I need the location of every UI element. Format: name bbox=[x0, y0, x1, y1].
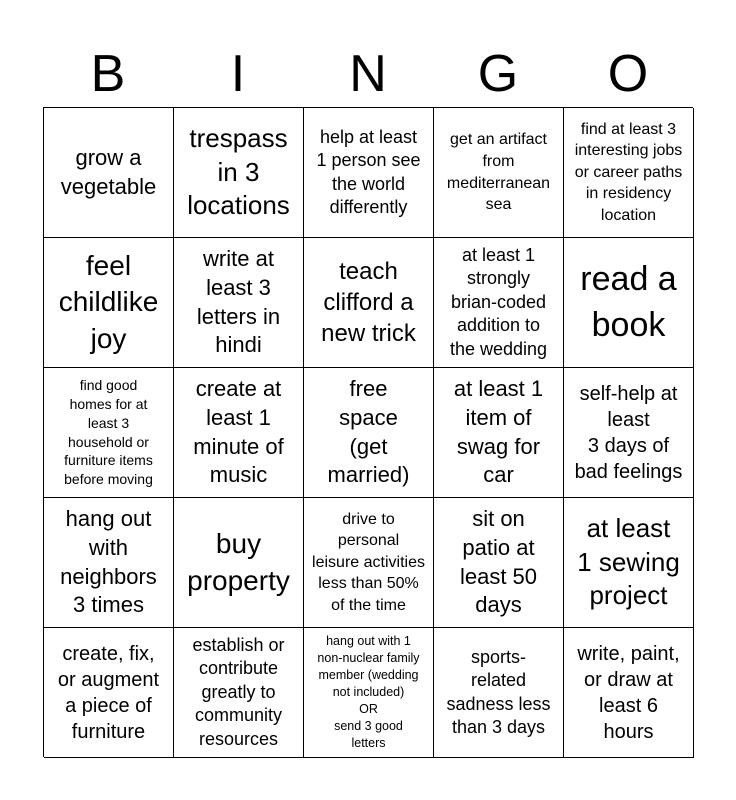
bingo-board bbox=[43, 107, 693, 757]
cell-text: get an artifact from mediterranean sea bbox=[446, 131, 551, 214]
cell-text: free space (get married) bbox=[327, 376, 410, 488]
header-letter-b: B bbox=[90, 45, 126, 103]
cell-text: read a book bbox=[580, 259, 677, 344]
bingo-cell-r5c4[interactable] bbox=[434, 628, 564, 758]
bingo-cell-r3c3[interactable] bbox=[304, 368, 434, 498]
cell-text: at least 1 sewing project bbox=[577, 512, 680, 611]
header-letter-i: I bbox=[230, 45, 246, 103]
bingo-cell-r4c3[interactable] bbox=[304, 498, 434, 628]
header-letter-g: G bbox=[477, 45, 519, 103]
cell-text: create at least 1 minute of music bbox=[193, 376, 284, 488]
cell-text: hang out with neighbors 3 times bbox=[60, 506, 157, 618]
header-letter-o: O bbox=[607, 45, 649, 103]
cell-text: hang out with 1 non-nuclear family member (wedding not included) OR send 3 good letters bbox=[317, 634, 420, 750]
cell-text: find at least 3 interesting jobs or career paths in residency location bbox=[574, 120, 683, 224]
bingo-cell-r1c4[interactable] bbox=[434, 108, 564, 238]
bingo-cell-r3c5[interactable] bbox=[564, 368, 694, 498]
bingo-cell-r5c5[interactable] bbox=[564, 628, 694, 758]
bingo-cell-r3c4[interactable] bbox=[434, 368, 564, 498]
cell-text: trespass in 3 locations bbox=[187, 122, 290, 221]
cell-text: buy property bbox=[187, 528, 290, 596]
bingo-cell-r2c4[interactable] bbox=[434, 238, 564, 368]
cell-text: teach clifford a new trick bbox=[321, 257, 416, 348]
cell-text: grow a vegetable bbox=[60, 144, 157, 199]
bingo-cell-r5c2[interactable] bbox=[174, 628, 304, 758]
cell-text: write, paint, or draw at least 6 hours bbox=[577, 642, 680, 743]
bingo-cell-r1c1[interactable] bbox=[44, 108, 174, 238]
bingo-cell-r4c5[interactable] bbox=[564, 498, 694, 628]
cell-text: at least 1 item of swag for car bbox=[453, 376, 544, 488]
bingo-cell-r5c3[interactable] bbox=[304, 628, 434, 758]
cell-text: establish or contribute greatly to community resources bbox=[192, 635, 285, 749]
cell-text: help at least 1 person see the world differently bbox=[316, 126, 421, 217]
bingo-cell-r4c2[interactable] bbox=[174, 498, 304, 628]
bingo-cell-r2c5[interactable] bbox=[564, 238, 694, 368]
cell-text: write at least 3 letters in hindi bbox=[196, 246, 281, 358]
cell-text: drive to personal leisure activities less than 50% of the time bbox=[312, 510, 425, 614]
cell-text: at least 1 strongly brian-coded addition to the wedding bbox=[449, 245, 548, 359]
cell-text: sit on patio at least 50 days bbox=[459, 506, 538, 618]
header-letter-n: N bbox=[349, 45, 387, 103]
bingo-cell-r3c1[interactable] bbox=[44, 368, 174, 498]
bingo-cell-r1c3[interactable] bbox=[304, 108, 434, 238]
bingo-cell-r1c5[interactable] bbox=[564, 108, 694, 238]
cell-text: feel childlike joy bbox=[58, 249, 159, 354]
bingo-cell-r3c2[interactable] bbox=[174, 368, 304, 498]
bingo-cell-r4c1[interactable] bbox=[44, 498, 174, 628]
bingo-header bbox=[43, 40, 693, 108]
cell-text: sports- related sadness less than 3 days bbox=[446, 646, 551, 737]
cell-text: self-help at least 3 days of bad feelings bbox=[574, 382, 683, 483]
cell-text: create, fix, or augment a piece of furniture bbox=[57, 642, 160, 743]
bingo-cell-r1c2[interactable] bbox=[174, 108, 304, 238]
bingo-cell-r2c1[interactable] bbox=[44, 238, 174, 368]
bingo-cell-r2c2[interactable] bbox=[174, 238, 304, 368]
bingo-cell-r4c4[interactable] bbox=[434, 498, 564, 628]
cell-text: find good homes for at least 3 household or furniture items before moving bbox=[64, 376, 153, 488]
bingo-cell-r5c1[interactable] bbox=[44, 628, 174, 758]
bingo-cell-r2c3[interactable] bbox=[304, 238, 434, 368]
